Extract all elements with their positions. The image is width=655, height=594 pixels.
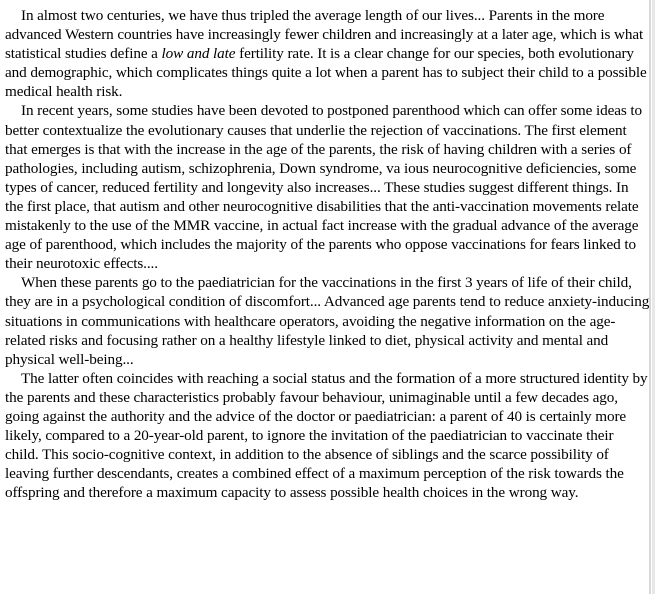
paragraph-3-text: When these parents go to the paediatrician for the vaccinations in the first 3 years of life of their child, they are in a psychological condition of discomfort... Advanced age parents tend to reduce anxiety-inducing situations in communications with healthcare operators, avoiding the negative information on the age-related risks and focusing rather on a healthy lifestyle linked to diet, physical activity and mental and physical well-being... [5, 274, 650, 368]
paragraph-2 [5, 101, 650, 273]
paragraph-1-emphasis: low and late [161, 45, 236, 63]
paragraph-4-text: The latter often coincides with reaching a social status and the formation of a more structured identity by the parents and these characteristics probably favour behaviour, unimaginable until a few decades ago, going against the authority and the advice of the doctor or paediatrician: a parent of 40 is certainly more likely, compared to a 20-year-old parent, to ignore the invitation of the paediatrician to vaccinate their child. This socio-cognitive context, in addition to the absence of siblings and the scarce possibility of leaving further descendants, creates a combined effect of a maximum perception of the risk towards the offspring and therefore a maximum capacity to assess possible health choices in the wrong way. [5, 369, 648, 502]
paragraph-3 [5, 273, 650, 368]
document-body [5, 6, 650, 502]
paragraph-1-text-end: fertility rate. It is a clear change for our species, both evolutionary and demographic, which complicates things quite a lot when a parent has to subject their child to a possible medical health risk. [5, 45, 647, 101]
paragraph-4 [5, 369, 650, 503]
paragraph-1 [5, 6, 650, 101]
paragraph-2-text: In recent years, some studies have been devoted to postponed parenthood which can offer some ideas to better contextualize the evolutionary causes that underlie the rejection of vaccinations. The first element that emerges is that with the increase in the age of the parents, the risk of having children with a series of pathologies, including autism, schizophrenia, Down syndrome, va ious neurocognitive deficiencies, some types of cancer, reduced fertility and longevity also increases... These studies suggest different things. In the first place, that autism and other neurocognitive disabilities that the anti-vaccination movements relate mistakenly to the use of the MMR vaccine, in actual fact increase with the gradual advance of the average age of parenthood, which includes the majority of the parents who oppose vaccinations for fears linked to their neurotoxic effects.... [5, 102, 642, 273]
paragraph-1-text-start: In almost two centuries, we have thus tripled the average length of our lives... Parents in the more advanced Western countries have increasingly fewer children and increasingly at a later age, which is what statistical studies define a [5, 7, 644, 63]
